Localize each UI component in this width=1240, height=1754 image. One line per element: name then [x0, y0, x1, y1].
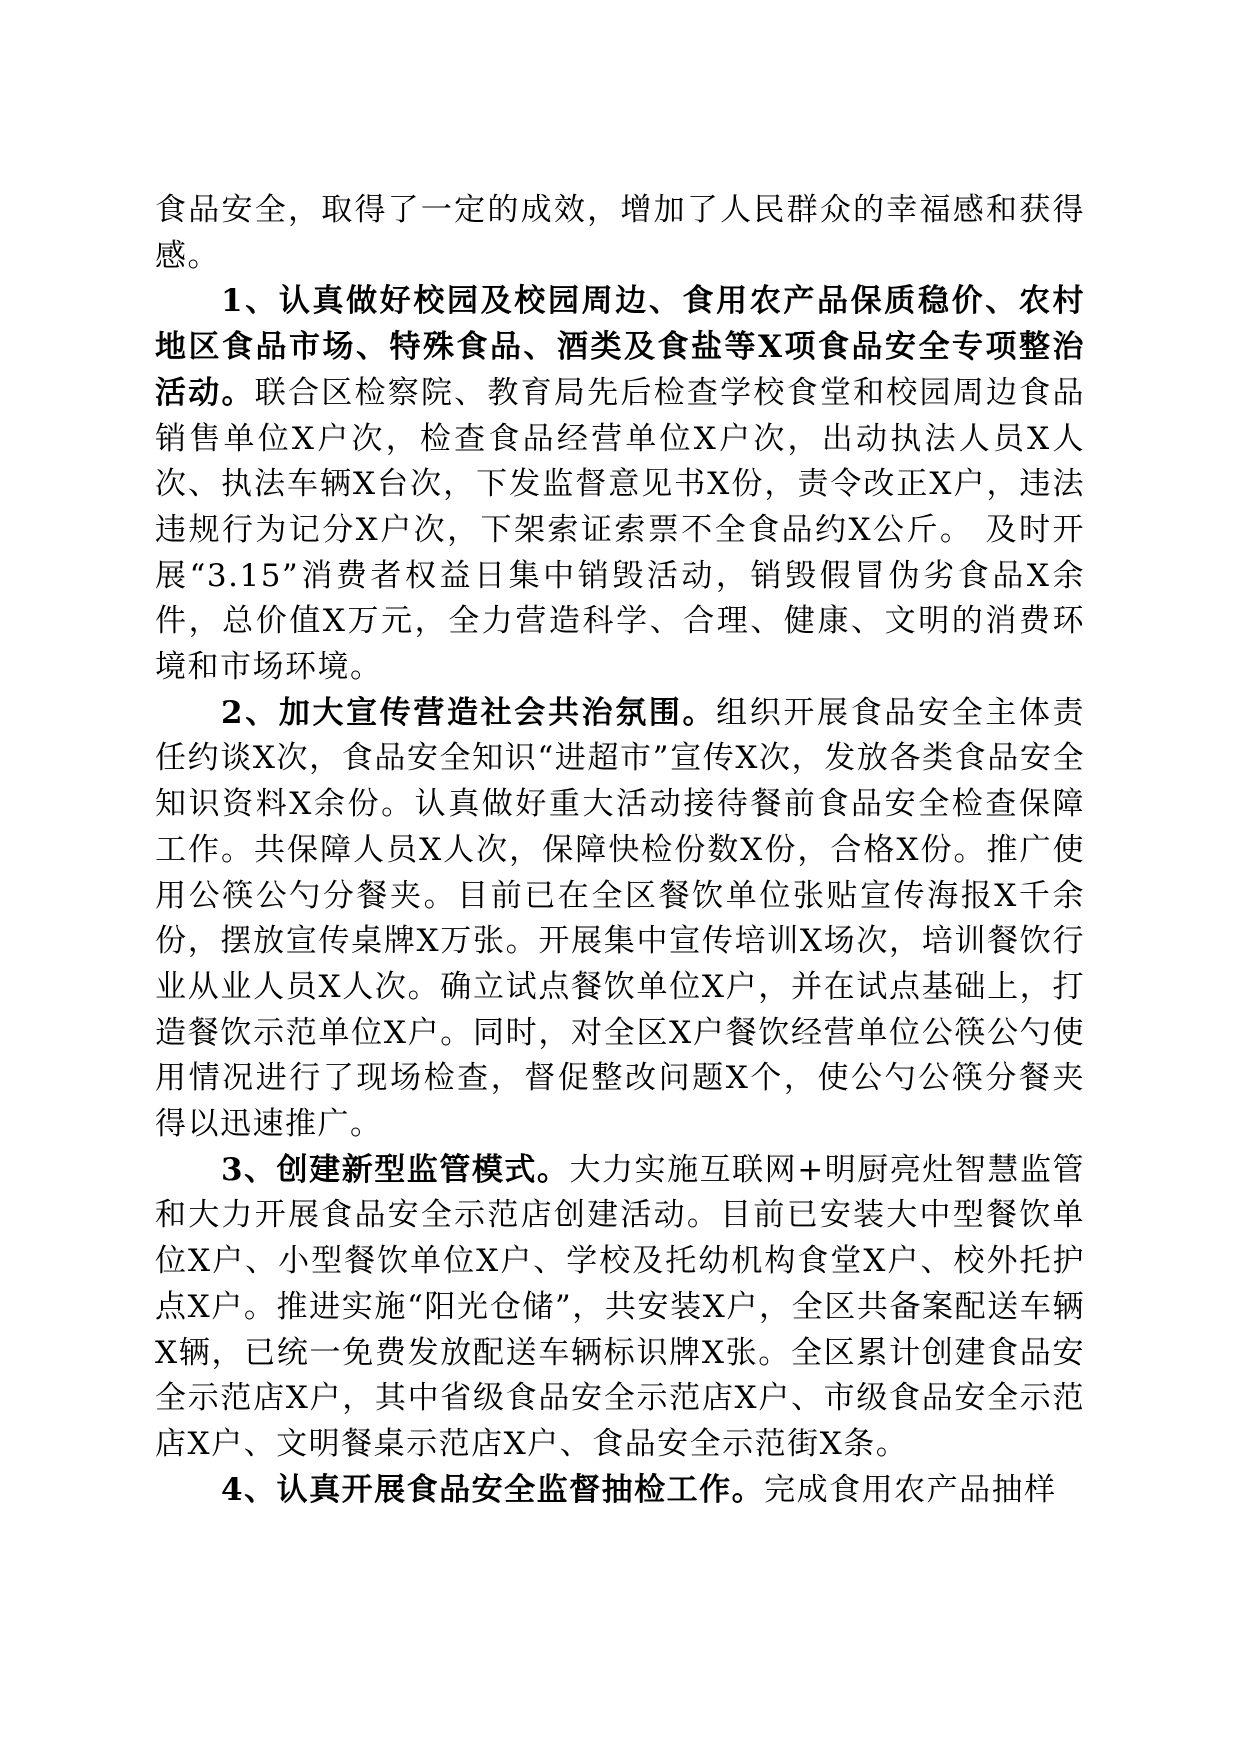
paragraph-body: 大力实施互联网+明厨亮灶智慧监管和大力开展食品安全示范店创建活动。目前已安装大中型餐饮单位X户、小型餐饮单位X户、学校及托幼机构食堂X户、校外托护点X户。推进实施“阳光仓储”，共安装X户，全区共备案配送车辆X辆，已统一免费发放配送车辆标识牌X张。全区累计创建食品安全示范店X户，其中省级食品安全示范店X户、市级食品安全示范店X户、文明餐桌示范店X户、食品安全示范街X条。 — [155, 1151, 1085, 1462]
paragraph-heading: 3、创建新型监管模式。 — [221, 1151, 570, 1188]
document-body — [155, 188, 1085, 1513]
paragraph-body: 联合区检察院、教育局先后检查学校食堂和校园周边食品销售单位X户次，检查食品经营单位X户次，出动执法人员X人次、执法车辆X台次，下发监督意见书X份，责令改正X户，违法违规行为记分X户次，下架索证索票不全食品约X公斤。 及时开展“3.15”消费者权益日集中销毁活动，销毁假冒伪劣食品X余件，总价值X万元，全力营造科学、合理、健康、文明的消费环境和市场环境。 — [155, 374, 1086, 686]
paragraph-body: 食品安全，取得了一定的成效，增加了人民群众的幸福感和获得感。 — [155, 192, 1085, 274]
paragraph-continuation — [155, 188, 1085, 279]
paragraph-item-2 — [155, 691, 1085, 1148]
paragraph-item-1 — [155, 279, 1085, 690]
paragraph-item-4 — [155, 1468, 1085, 1514]
paragraph-item-3 — [155, 1148, 1085, 1468]
paragraph-body: 完成食用农产品抽样 — [764, 1471, 1057, 1508]
paragraph-heading: 1、认真做好校园及校园周边、食用农产品保质稳价、农村地区食品市场、特殊食品、酒类及食盐等X项食品安全专项整治活动。 — [155, 283, 1085, 411]
paragraph-heading: 4、认真开展食品安全监督抽检工作。 — [221, 1471, 765, 1508]
paragraph-body: 组织开展食品安全主体责任约谈X次，食品安全知识“进超市”宣传X次，发放各类食品安全知识资料X余份。认真做好重大活动接待餐前食品安全检查保障工作。共保障人员X人次，保障快检份数X份，合格X份。推广使用公筷公勺分餐夹。目前已在全区餐饮单位张贴宣传海报X千余份，摆放宣传桌牌X万张。开展集中宣传培训X场次，培训餐饮行业从业人员X人次。确立试点餐饮单位X户，并在试点基础上，打造餐饮示范单位X户。同时，对全区X户餐饮经营单位公筷公勺使用情况进行了现场检查，督促整改问题X个，使公勺公筷分餐夹得以迅速推广。 — [155, 694, 1085, 1143]
paragraph-heading: 2、加大宣传营造社会共治氛围。 — [221, 694, 717, 731]
